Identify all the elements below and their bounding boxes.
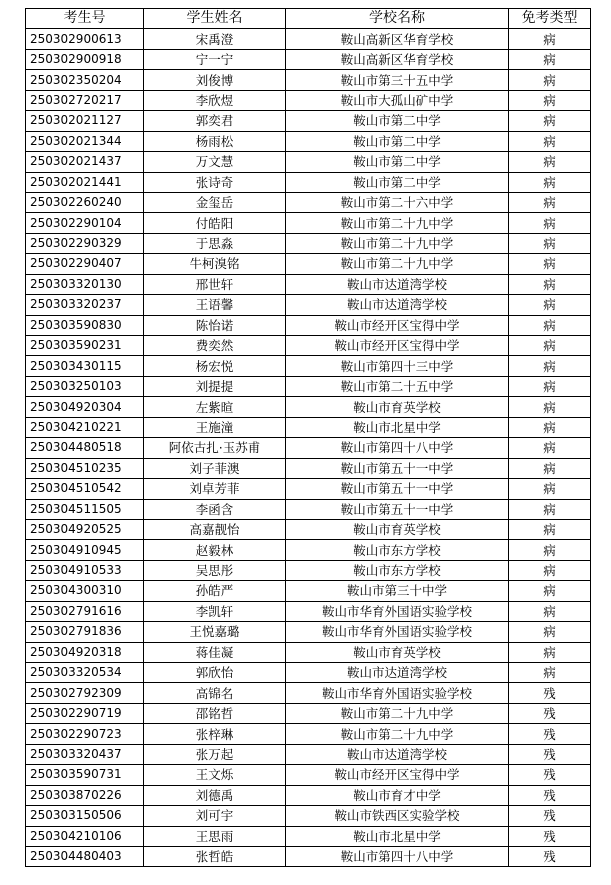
exemption-type-cell: 病 bbox=[509, 274, 591, 294]
student-name-cell: 刘可宇 bbox=[144, 806, 286, 826]
table-row bbox=[26, 213, 591, 233]
school-name-cell: 鞍山市第二十五中学 bbox=[286, 376, 509, 396]
exam-number-cell: 250302290719 bbox=[26, 703, 144, 723]
exemption-type-cell: 残 bbox=[509, 846, 591, 866]
student-name-cell: 李凯轩 bbox=[144, 601, 286, 621]
table-row bbox=[26, 765, 591, 785]
table-row bbox=[26, 703, 591, 723]
table-row bbox=[26, 438, 591, 458]
student-name-cell: 陈怡诺 bbox=[144, 315, 286, 335]
school-name-cell: 鞍山高新区华育学校 bbox=[286, 49, 509, 69]
exemption-type-cell: 残 bbox=[509, 785, 591, 805]
school-name-cell: 鞍山市第二十九中学 bbox=[286, 233, 509, 253]
student-name-cell: 万文慧 bbox=[144, 152, 286, 172]
table-row bbox=[26, 417, 591, 437]
student-name-cell: 蒋佳凝 bbox=[144, 642, 286, 662]
table-row bbox=[26, 806, 591, 826]
school-name-cell: 鞍山市北星中学 bbox=[286, 826, 509, 846]
student-name-cell: 刘子菲澳 bbox=[144, 458, 286, 478]
student-name-cell: 邢世轩 bbox=[144, 274, 286, 294]
exemption-type-cell: 残 bbox=[509, 724, 591, 744]
student-name-cell: 郭奕君 bbox=[144, 111, 286, 131]
exam-number-cell: 250304480518 bbox=[26, 438, 144, 458]
school-name-cell: 鞍山市第二十六中学 bbox=[286, 192, 509, 212]
school-name-cell: 鞍山市第三十五中学 bbox=[286, 70, 509, 90]
student-name-cell: 张万起 bbox=[144, 744, 286, 764]
student-name-cell: 邵铭哲 bbox=[144, 703, 286, 723]
exam-number-cell: 250302720217 bbox=[26, 90, 144, 110]
student-name-cell: 刘卓芳菲 bbox=[144, 479, 286, 499]
table-row bbox=[26, 90, 591, 110]
school-name-cell: 鞍山市第三十中学 bbox=[286, 581, 509, 601]
exam-number-cell: 250303870226 bbox=[26, 785, 144, 805]
student-name-cell: 赵毅林 bbox=[144, 540, 286, 560]
exam-number-cell: 250304511505 bbox=[26, 499, 144, 519]
student-name-cell: 吴思彤 bbox=[144, 560, 286, 580]
exam-number-cell: 250303320437 bbox=[26, 744, 144, 764]
student-name-cell: 宁一宁 bbox=[144, 49, 286, 69]
school-name-cell: 鞍山市东方学校 bbox=[286, 560, 509, 580]
exam-number-cell: 250302021437 bbox=[26, 152, 144, 172]
school-name-cell: 鞍山市第四十八中学 bbox=[286, 846, 509, 866]
exam-number-cell: 250303320237 bbox=[26, 295, 144, 315]
table-row bbox=[26, 663, 591, 683]
school-name-cell: 鞍山市华育外国语实验学校 bbox=[286, 601, 509, 621]
student-name-cell: 刘提提 bbox=[144, 376, 286, 396]
exemption-type-cell: 病 bbox=[509, 336, 591, 356]
exemption-type-cell: 病 bbox=[509, 192, 591, 212]
student-name-cell: 牛柯溴铭 bbox=[144, 254, 286, 274]
exam-number-cell: 250303430115 bbox=[26, 356, 144, 376]
student-name-cell: 左紫暄 bbox=[144, 397, 286, 417]
exam-number-cell: 250302290329 bbox=[26, 233, 144, 253]
student-name-cell: 高锦名 bbox=[144, 683, 286, 703]
student-name-cell: 宋禹澄 bbox=[144, 29, 286, 49]
student-name-cell: 王施潼 bbox=[144, 417, 286, 437]
exam-number-cell: 250304510235 bbox=[26, 458, 144, 478]
student-name-cell: 付皓阳 bbox=[144, 213, 286, 233]
school-name-cell: 鞍山市第二中学 bbox=[286, 172, 509, 192]
table-row bbox=[26, 254, 591, 274]
school-name-cell: 鞍山市铁西区实验学校 bbox=[286, 806, 509, 826]
student-name-cell: 杨宏悦 bbox=[144, 356, 286, 376]
exemption-type-cell: 病 bbox=[509, 397, 591, 417]
exemption-type-cell: 病 bbox=[509, 213, 591, 233]
exam-number-cell: 250303250103 bbox=[26, 376, 144, 396]
table-row bbox=[26, 49, 591, 69]
school-name-cell: 鞍山市第二中学 bbox=[286, 152, 509, 172]
table-row bbox=[26, 397, 591, 417]
exemption-type-cell: 病 bbox=[509, 29, 591, 49]
exam-number-cell: 250303590830 bbox=[26, 315, 144, 335]
exam-number-cell: 250302021441 bbox=[26, 172, 144, 192]
exam-number-cell: 250302791836 bbox=[26, 622, 144, 642]
table-row bbox=[26, 826, 591, 846]
table-row bbox=[26, 29, 591, 49]
header-exam-number: 考生号 bbox=[26, 9, 144, 29]
school-name-cell: 鞍山市经开区宝得中学 bbox=[286, 765, 509, 785]
table-row bbox=[26, 581, 591, 601]
exemption-type-cell: 病 bbox=[509, 376, 591, 396]
exemption-type-cell: 病 bbox=[509, 152, 591, 172]
exemption-type-cell: 病 bbox=[509, 70, 591, 90]
student-name-cell: 张哲皓 bbox=[144, 846, 286, 866]
exemption-type-cell: 病 bbox=[509, 356, 591, 376]
exemption-type-cell: 病 bbox=[509, 172, 591, 192]
exam-number-cell: 250303590231 bbox=[26, 336, 144, 356]
student-name-cell: 王文烁 bbox=[144, 765, 286, 785]
student-name-cell: 王语馨 bbox=[144, 295, 286, 315]
exam-number-cell: 250304920304 bbox=[26, 397, 144, 417]
student-name-cell: 费奕然 bbox=[144, 336, 286, 356]
exemption-type-cell: 病 bbox=[509, 49, 591, 69]
school-name-cell: 鞍山市第二中学 bbox=[286, 131, 509, 151]
table-row bbox=[26, 642, 591, 662]
table-row bbox=[26, 172, 591, 192]
exam-number-cell: 250302791616 bbox=[26, 601, 144, 621]
table-row bbox=[26, 376, 591, 396]
exemption-table bbox=[25, 8, 591, 867]
exam-number-cell: 250302021127 bbox=[26, 111, 144, 131]
school-name-cell: 鞍山市第二十九中学 bbox=[286, 703, 509, 723]
student-name-cell: 杨雨松 bbox=[144, 131, 286, 151]
exam-number-cell: 250302900918 bbox=[26, 49, 144, 69]
exemption-type-cell: 病 bbox=[509, 438, 591, 458]
exemption-type-cell: 病 bbox=[509, 642, 591, 662]
school-name-cell: 鞍山市育英学校 bbox=[286, 642, 509, 662]
exam-number-cell: 250304910945 bbox=[26, 540, 144, 560]
exam-number-cell: 250302290723 bbox=[26, 724, 144, 744]
exemption-type-cell: 病 bbox=[509, 417, 591, 437]
table-row bbox=[26, 560, 591, 580]
school-name-cell: 鞍山市第五十一中学 bbox=[286, 458, 509, 478]
exemption-type-cell: 残 bbox=[509, 744, 591, 764]
exemption-type-cell: 残 bbox=[509, 683, 591, 703]
school-name-cell: 鞍山市育英学校 bbox=[286, 397, 509, 417]
school-name-cell: 鞍山市第二十九中学 bbox=[286, 213, 509, 233]
table-row bbox=[26, 295, 591, 315]
exemption-type-cell: 残 bbox=[509, 765, 591, 785]
school-name-cell: 鞍山市达道湾学校 bbox=[286, 274, 509, 294]
exam-number-cell: 250304300310 bbox=[26, 581, 144, 601]
exam-number-cell: 250304210106 bbox=[26, 826, 144, 846]
exemption-type-cell: 病 bbox=[509, 315, 591, 335]
student-name-cell: 王思雨 bbox=[144, 826, 286, 846]
table-row bbox=[26, 70, 591, 90]
student-name-cell: 阿依古扎·玉苏甫 bbox=[144, 438, 286, 458]
school-name-cell: 鞍山市育英学校 bbox=[286, 519, 509, 539]
school-name-cell: 鞍山市第二十九中学 bbox=[286, 724, 509, 744]
student-name-cell: 高嘉靓怡 bbox=[144, 519, 286, 539]
table-row bbox=[26, 315, 591, 335]
exam-number-cell: 250303150506 bbox=[26, 806, 144, 826]
exemption-type-cell: 残 bbox=[509, 806, 591, 826]
exemption-type-cell: 病 bbox=[509, 519, 591, 539]
table-row bbox=[26, 519, 591, 539]
table-row bbox=[26, 724, 591, 744]
exam-number-cell: 250303320130 bbox=[26, 274, 144, 294]
table-row bbox=[26, 622, 591, 642]
school-name-cell: 鞍山市第五十一中学 bbox=[286, 479, 509, 499]
table-row bbox=[26, 846, 591, 866]
table-row bbox=[26, 111, 591, 131]
student-name-cell: 张诗奇 bbox=[144, 172, 286, 192]
exemption-type-cell: 病 bbox=[509, 111, 591, 131]
table-row bbox=[26, 785, 591, 805]
exam-number-cell: 250304480403 bbox=[26, 846, 144, 866]
table-row bbox=[26, 601, 591, 621]
table-row bbox=[26, 458, 591, 478]
school-name-cell: 鞍山市第四十三中学 bbox=[286, 356, 509, 376]
header-exemption-type: 免考类型 bbox=[509, 9, 591, 29]
student-name-cell: 金玺岳 bbox=[144, 192, 286, 212]
table-row bbox=[26, 274, 591, 294]
exam-number-cell: 250303320534 bbox=[26, 663, 144, 683]
student-name-cell: 张梓琳 bbox=[144, 724, 286, 744]
exemption-type-cell: 病 bbox=[509, 622, 591, 642]
school-name-cell: 鞍山市北星中学 bbox=[286, 417, 509, 437]
table-row bbox=[26, 233, 591, 253]
exam-number-cell: 250302260240 bbox=[26, 192, 144, 212]
exam-number-cell: 250302290104 bbox=[26, 213, 144, 233]
table-row bbox=[26, 336, 591, 356]
school-name-cell: 鞍山市达道湾学校 bbox=[286, 663, 509, 683]
exemption-type-cell: 病 bbox=[509, 601, 591, 621]
school-name-cell: 鞍山市育才中学 bbox=[286, 785, 509, 805]
school-name-cell: 鞍山市经开区宝得中学 bbox=[286, 315, 509, 335]
school-name-cell: 鞍山市达道湾学校 bbox=[286, 744, 509, 764]
exemption-type-cell: 残 bbox=[509, 703, 591, 723]
table-row bbox=[26, 152, 591, 172]
exam-number-cell: 250302900613 bbox=[26, 29, 144, 49]
exemption-type-cell: 病 bbox=[509, 479, 591, 499]
student-name-cell: 郭欣怡 bbox=[144, 663, 286, 683]
exam-number-cell: 250304920525 bbox=[26, 519, 144, 539]
exemption-type-cell: 病 bbox=[509, 663, 591, 683]
student-name-cell: 李函含 bbox=[144, 499, 286, 519]
exemption-type-cell: 病 bbox=[509, 458, 591, 478]
school-name-cell: 鞍山市第四十八中学 bbox=[286, 438, 509, 458]
school-name-cell: 鞍山市第二中学 bbox=[286, 111, 509, 131]
school-name-cell: 鞍山高新区华育学校 bbox=[286, 29, 509, 49]
school-name-cell: 鞍山市大孤山矿中学 bbox=[286, 90, 509, 110]
header-row bbox=[26, 9, 591, 29]
table-row bbox=[26, 131, 591, 151]
exemption-type-cell: 病 bbox=[509, 90, 591, 110]
exemption-type-cell: 病 bbox=[509, 540, 591, 560]
student-name-cell: 王悦嘉璐 bbox=[144, 622, 286, 642]
table-row bbox=[26, 479, 591, 499]
exemption-type-cell: 病 bbox=[509, 131, 591, 151]
table-row bbox=[26, 192, 591, 212]
exam-number-cell: 250304510542 bbox=[26, 479, 144, 499]
exam-number-cell: 250302290407 bbox=[26, 254, 144, 274]
exam-number-cell: 250304910533 bbox=[26, 560, 144, 580]
school-name-cell: 鞍山市第五十一中学 bbox=[286, 499, 509, 519]
school-name-cell: 鞍山市第二十九中学 bbox=[286, 254, 509, 274]
exemption-type-cell: 病 bbox=[509, 295, 591, 315]
exam-number-cell: 250304210221 bbox=[26, 417, 144, 437]
exemption-type-cell: 病 bbox=[509, 499, 591, 519]
table-row bbox=[26, 499, 591, 519]
exam-number-cell: 250302350204 bbox=[26, 70, 144, 90]
student-name-cell: 李欣煜 bbox=[144, 90, 286, 110]
exemption-type-cell: 病 bbox=[509, 233, 591, 253]
exam-number-cell: 250303590731 bbox=[26, 765, 144, 785]
exemption-type-cell: 病 bbox=[509, 254, 591, 274]
table-row bbox=[26, 356, 591, 376]
student-name-cell: 刘俊博 bbox=[144, 70, 286, 90]
school-name-cell: 鞍山市华育外国语实验学校 bbox=[286, 622, 509, 642]
school-name-cell: 鞍山市华育外国语实验学校 bbox=[286, 683, 509, 703]
school-name-cell: 鞍山市经开区宝得中学 bbox=[286, 336, 509, 356]
school-name-cell: 鞍山市东方学校 bbox=[286, 540, 509, 560]
student-name-cell: 孙皓严 bbox=[144, 581, 286, 601]
exam-number-cell: 250302021344 bbox=[26, 131, 144, 151]
table-row bbox=[26, 744, 591, 764]
student-name-cell: 于思淼 bbox=[144, 233, 286, 253]
exam-number-cell: 250304920318 bbox=[26, 642, 144, 662]
header-school-name: 学校名称 bbox=[286, 9, 509, 29]
exemption-type-cell: 病 bbox=[509, 581, 591, 601]
header-student-name: 学生姓名 bbox=[144, 9, 286, 29]
exemption-type-cell: 残 bbox=[509, 826, 591, 846]
table-row bbox=[26, 683, 591, 703]
school-name-cell: 鞍山市达道湾学校 bbox=[286, 295, 509, 315]
table-row bbox=[26, 540, 591, 560]
exam-number-cell: 250302792309 bbox=[26, 683, 144, 703]
exemption-type-cell: 病 bbox=[509, 560, 591, 580]
student-name-cell: 刘德禹 bbox=[144, 785, 286, 805]
